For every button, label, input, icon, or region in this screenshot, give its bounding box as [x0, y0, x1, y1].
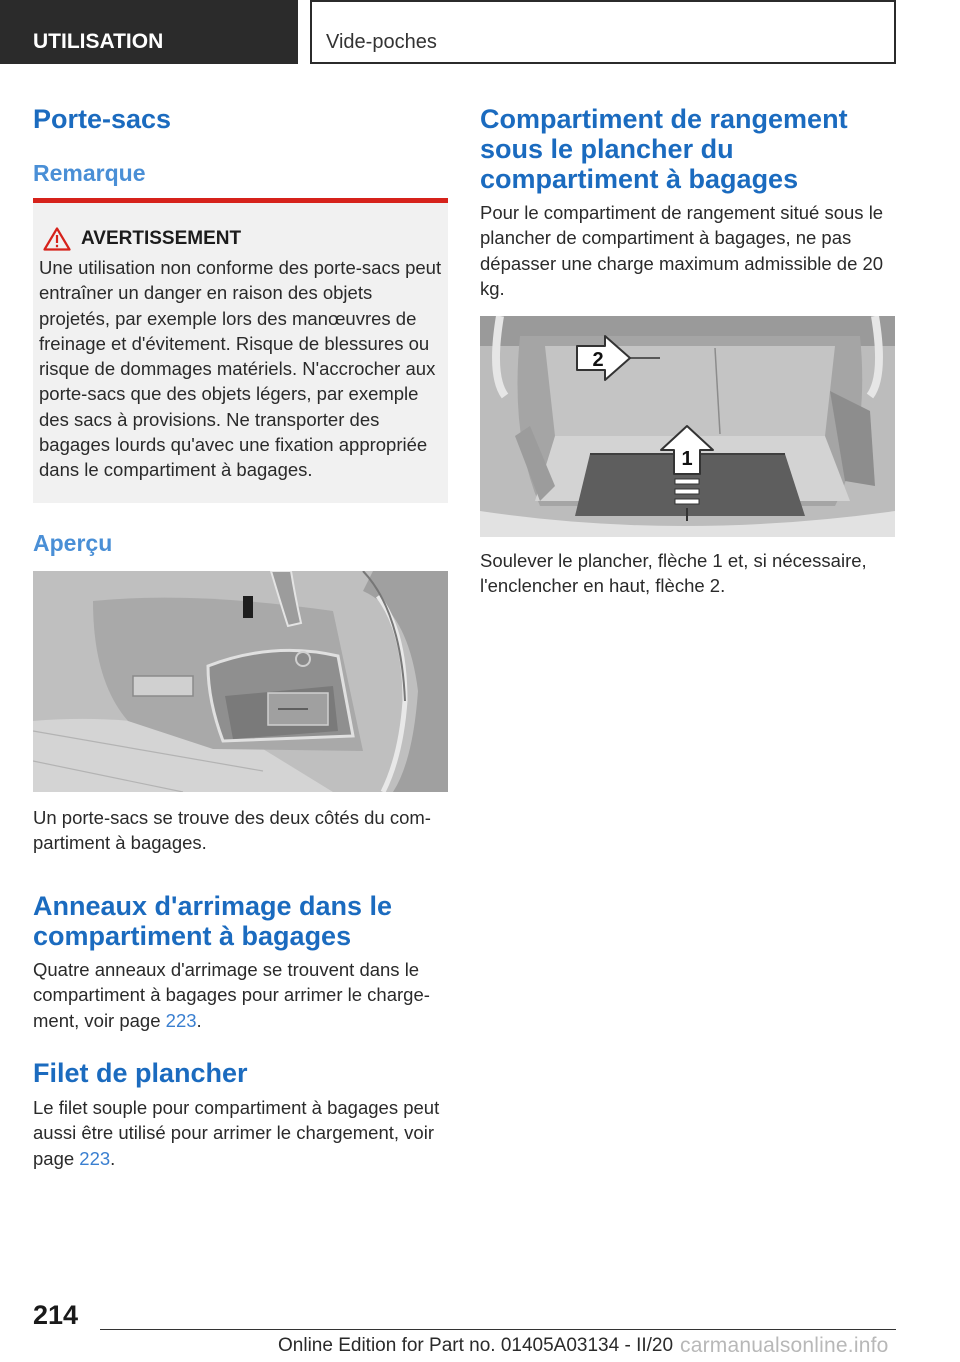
floor-compartment-illustration	[480, 316, 895, 537]
warning-triangle-icon	[43, 227, 71, 251]
warning-title: AVERTISSEMENT	[81, 228, 242, 249]
section-tab	[0, 0, 298, 64]
watermark: carmanualsonline.info	[680, 1334, 889, 1357]
bag-hook-illustration	[33, 571, 448, 792]
arrow-2-label: 2	[592, 349, 604, 371]
page-header	[0, 0, 960, 66]
warning-text: Une utilisation non conforme des porte-sacs peut entraîner un danger en raison des objets projetés, par exemple lors des manœuvres de freinage et d'évitement. Risque de blessures ou risque de dommages matériels. N'accrocher aux porte-sacs que des objets légers, par exemple des sacs à provisions. Ne transporter des bagages lourds qu'avec une fixation appropriée dans le compartiment à bagages.	[39, 257, 442, 481]
arrow-1-label: 1	[681, 448, 693, 470]
filet-paragraph: Le filet souple pour compartiment à bagages peut aussi être utilisé pour arrimer le chargement, voir page 223.	[33, 1097, 440, 1169]
chapter-tab	[310, 0, 896, 64]
chapter-title: Vide-poches	[326, 31, 437, 53]
page-number: 214	[33, 1300, 79, 1330]
filet-text: Le filet souple pour compartiment à bagages peut aussi être utilisé pour arrimer le chargement, voir page	[33, 1097, 440, 1169]
warning-box	[33, 198, 448, 503]
heading-filet: Filet de plancher	[33, 1058, 248, 1088]
heading-compartiment: Compartiment de rangement sous le plancher du compartiment à bagages	[480, 104, 848, 194]
heading-porte-sacs: Porte-sacs	[33, 104, 172, 134]
figure-bag-hook	[33, 571, 448, 792]
heading-apercu: Aperçu	[33, 530, 113, 556]
anneaux-text: Quatre anneaux d'arrimage se trouvent dans le compartiment à bagages pour arrimer le chargement, voir page	[33, 959, 430, 1031]
figure-floor-compartment	[480, 316, 895, 537]
edition-line: Online Edition for Part no. 01405A03134 - II/20	[278, 1335, 674, 1356]
caption-porte-sacs: Un porte-sacs se trouve des deux côtés du compartiment à bagages.	[33, 807, 431, 854]
compartiment-caption: Soulever le plancher, flèche 1 et, si nécessaire, l'enclencher en haut, flèche 2.	[480, 550, 867, 597]
page-link-223-anneaux[interactable]: 223	[165, 1009, 197, 1031]
section-title: UTILISATION	[33, 30, 164, 53]
compartiment-intro: Pour le compartiment de rangement situé sous le plancher de compartiment à bagages, ne pas dépasser une charge maximum admissible de 20 kg.	[480, 202, 884, 299]
heading-anneaux: Anneaux d'arrimage dans le compartiment à bagages	[33, 891, 393, 951]
heading-remarque: Remarque	[33, 160, 146, 186]
page-link-223-filet[interactable]: 223	[79, 1147, 111, 1169]
anneaux-paragraph: Quatre anneaux d'arrimage se trouvent dans le compartiment à bagages pour arrimer le chargement, voir page 223.	[33, 959, 430, 1031]
footer-divider	[100, 1329, 896, 1330]
